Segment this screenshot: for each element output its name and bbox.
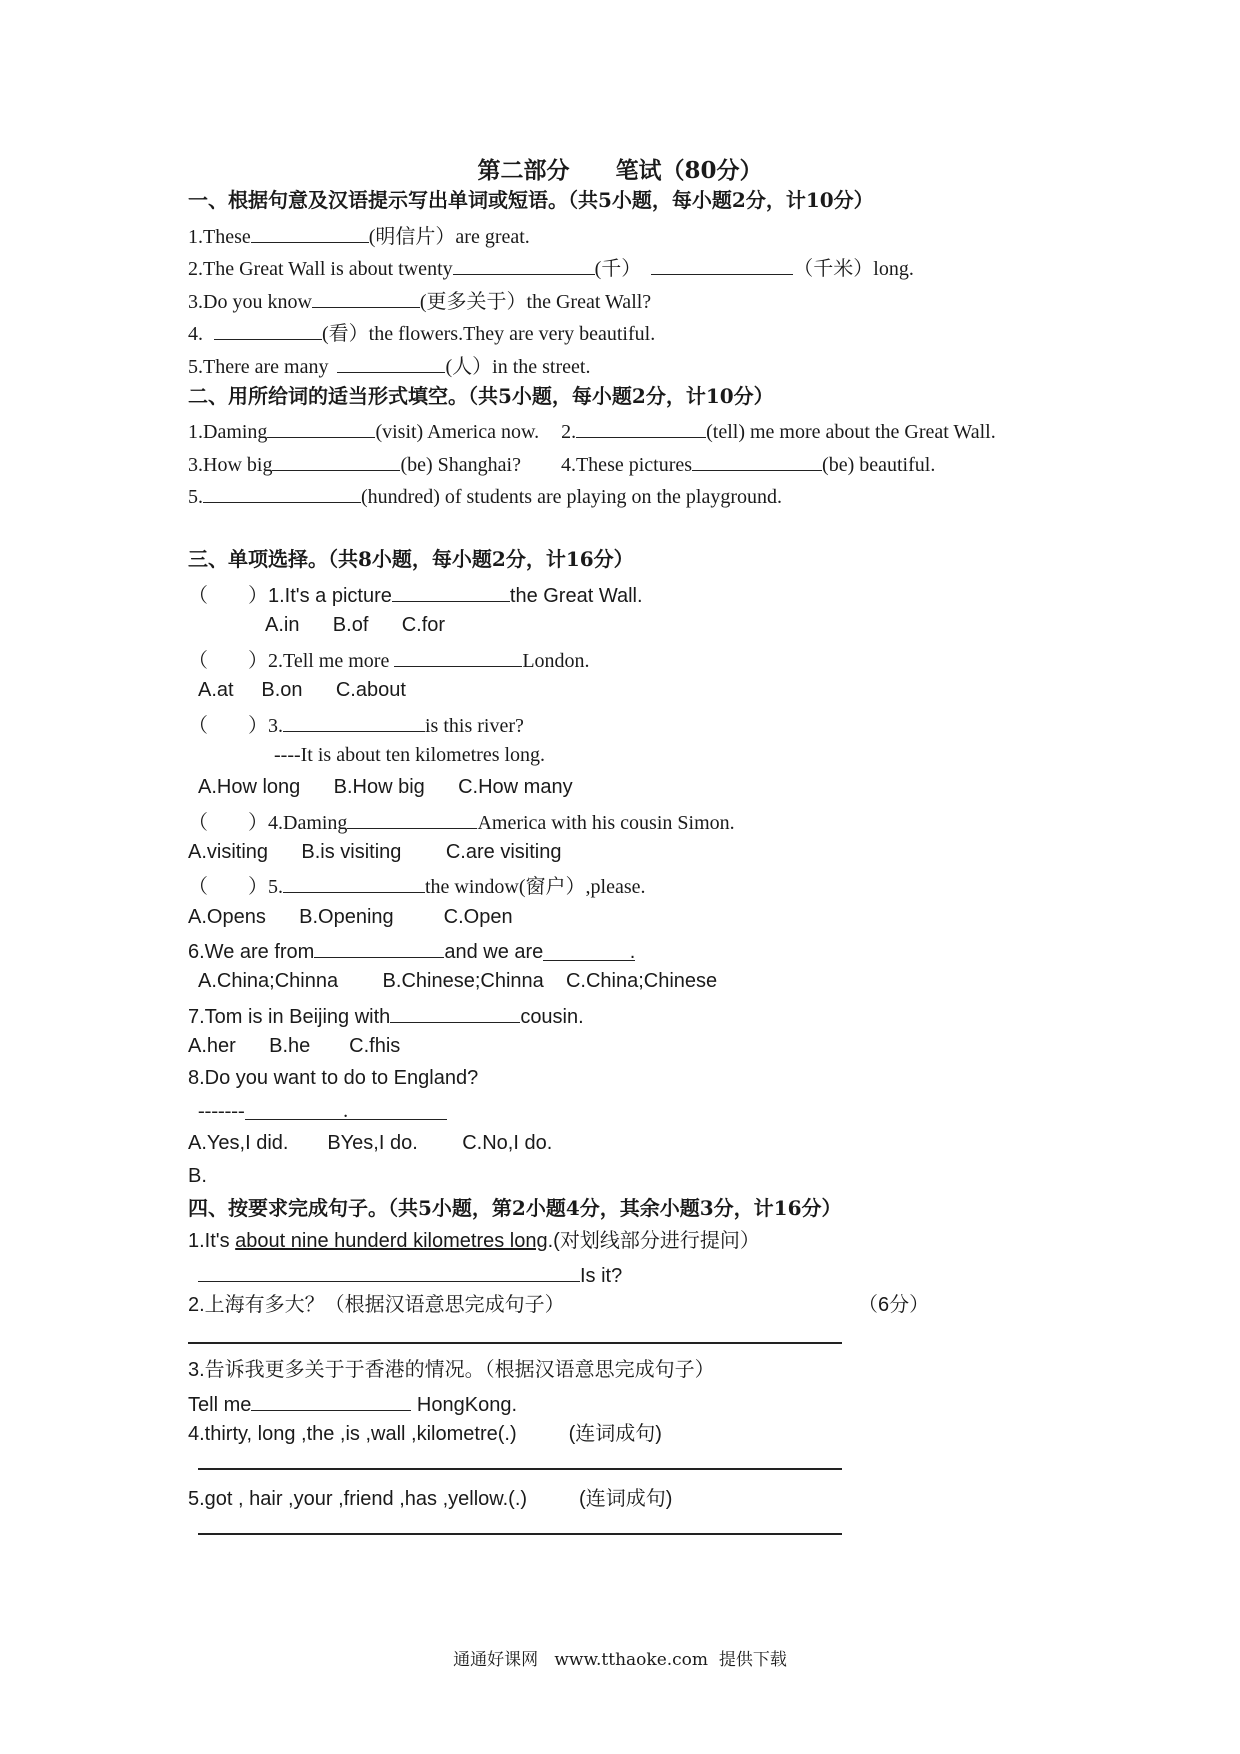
s3-q5-options: A.Opens B.Opening C.Open <box>188 906 513 928</box>
answer-blank[interactable] <box>312 289 420 308</box>
s3-q3-options: A.How long B.How big C.How many <box>198 776 573 798</box>
answer-blank[interactable] <box>314 939 444 958</box>
s2-question-1-2: 1.Daming (visit) America now. 2. (tell) me more about the Great Wall. <box>188 421 996 443</box>
s3-q3-reply: ----It is about ten kilometres long. <box>274 744 546 766</box>
s4-question-1: 1.It's about nine hunderd kilometres long.(对划线部分进行提问） <box>188 1230 760 1252</box>
underlined-phrase: about nine hunderd kilometres long <box>235 1230 548 1252</box>
s3-question-2: （ ）2.Tell me more London. <box>188 650 590 672</box>
s3-q8-extra: B. <box>188 1165 207 1187</box>
answer-blank[interactable] <box>390 1004 520 1023</box>
s3-q8-options: A.Yes,I did. BYes,I do. C.No,I do. <box>188 1132 553 1154</box>
answer-blank[interactable] <box>283 874 425 893</box>
section1-heading: 一、根据句意及汉语提示写出单词或短语。（共5小题，每小题2分，计10分） <box>188 188 874 212</box>
section2-heading: 二、用所给词的适当形式填空。（共5小题，每小题2分，计10分） <box>188 384 774 408</box>
s1-question-4: 4. (看）the flowers.They are very beautiful. <box>188 323 656 345</box>
s4-q3-answer: Tell me HongKong. <box>188 1394 517 1416</box>
s2-question-5: 5. (hundred) of students are playing on the playground. <box>188 486 783 508</box>
s4-q1-answer: Is it? <box>198 1263 622 1286</box>
s3-question-5: （ ）5. the window(窗户）,please. <box>188 876 646 898</box>
s3-question-8: 8.Do you want to do to England? <box>188 1067 479 1089</box>
answer-blank[interactable] <box>651 256 793 275</box>
s3-q2-options: A.at B.on C.about <box>198 679 406 701</box>
s1-question-5: 5.There are many (人）in the street. <box>188 356 591 378</box>
answer-blank[interactable] <box>392 583 510 602</box>
answer-blank[interactable] <box>576 419 706 438</box>
answer-blank[interactable] <box>337 354 445 373</box>
answer-blank[interactable] <box>203 484 361 503</box>
answer-blank[interactable] <box>272 452 400 471</box>
answer-blank[interactable] <box>453 256 595 275</box>
footer-credit: 通通好课网 www.tthaoke.com 提供下载 <box>453 1650 787 1670</box>
s3-q1-options: A.in B.of C.for <box>265 614 446 636</box>
answer-blank[interactable] <box>267 419 375 438</box>
s4-question-4: 4.thirty, long ,the ,is ,wall ,kilometre(.) (连词成句) <box>188 1423 662 1445</box>
answer-line[interactable] <box>188 1342 842 1344</box>
s1-question-1: 1.These (明信片）are great. <box>188 226 530 248</box>
answer-blank[interactable] <box>198 1263 580 1282</box>
s3-question-7: 7.Tom is in Beijing with cousin. <box>188 1006 584 1028</box>
s3-question-4: （ ）4.Daming America with his cousin Simon. <box>188 812 735 834</box>
answer-line[interactable] <box>198 1533 842 1535</box>
s3-q7-options: A.her B.he C.fhis <box>188 1035 401 1057</box>
s4-question-5: 5.got , hair ,your ,friend ,has ,yellow.(.) (连词成句) <box>188 1488 673 1510</box>
s4-q2-score: （6分） <box>858 1294 930 1316</box>
section3-heading: 三、单项选择。（共8小题，每小题2分，计16分） <box>188 547 634 571</box>
s4-question-3: 3.告诉我更多关于于香港的情况。（根据汉语意思完成句子） <box>188 1359 715 1381</box>
s2-question-3-4: 3.How big (be) Shanghai? 4.These pictures (be) beautiful. <box>188 454 936 476</box>
s4-question-2: 2.上海有多大？（根据汉语意思完成句子） <box>188 1294 565 1316</box>
s3-q6-options: A.China;Chinna B.Chinese;Chinna C.China;Chinese <box>198 970 718 992</box>
answer-line[interactable] <box>198 1468 842 1470</box>
answer-blank[interactable]: . <box>543 942 635 961</box>
answer-blank[interactable] <box>214 321 322 340</box>
answer-blank[interactable] <box>251 224 369 243</box>
s1-question-3: 3.Do you know (更多关于）the Great Wall? <box>188 291 652 313</box>
answer-blank[interactable] <box>251 1392 411 1411</box>
answer-blank[interactable] <box>394 648 522 667</box>
s3-question-1: （ ）1.It's a picture the Great Wall. <box>188 585 643 607</box>
s3-q4-options: A.visiting B.is visiting C.are visiting <box>188 841 562 863</box>
section4-heading: 四、按要求完成句子。（共5小题，第2小题4分，其余小题3分，计16分） <box>188 1196 842 1220</box>
answer-blank[interactable] <box>283 713 425 732</box>
s1-question-2: 2.The Great Wall is about twenty (千） （千米）long. <box>188 258 914 280</box>
page-title: 第二部分 笔试（80分） <box>477 157 763 184</box>
answer-blank[interactable]: . <box>245 1101 447 1120</box>
s3-question-6: 6.We are from and we are . <box>188 941 636 963</box>
s3-q8-response: ------- . <box>198 1101 447 1121</box>
answer-blank[interactable] <box>692 452 822 471</box>
s3-question-3: （ ）3. is this river? <box>188 715 524 737</box>
answer-blank[interactable] <box>347 810 477 829</box>
